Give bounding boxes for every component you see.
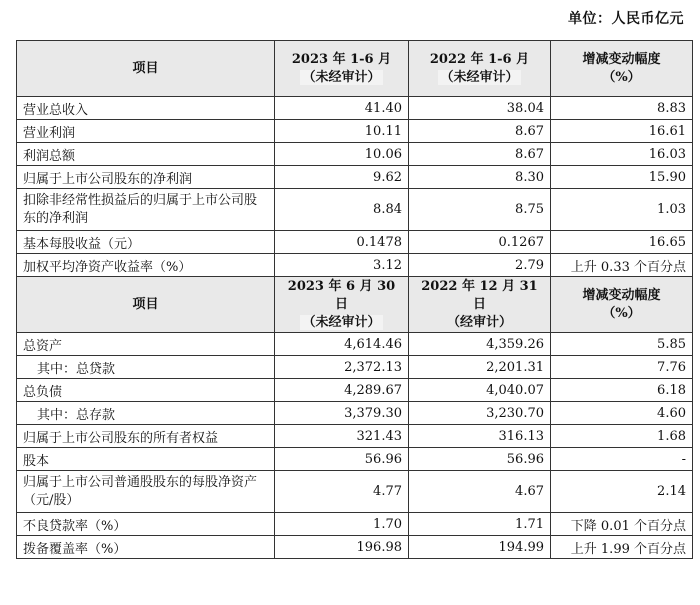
value-2023-06-30: 1.70 [275,513,409,536]
row-label: 不良贷款率（%） [17,513,275,536]
financial-summary-table [16,40,693,559]
value-change: 2.14 [551,471,693,513]
value-2022-12-31: 3,230.70 [409,402,551,425]
header-change: 增减变动幅度 （%） [551,41,693,97]
value-2023-06-30: 3,379.30 [275,402,409,425]
table-row [17,356,693,379]
header-period-2022h1: 2022 年 1-6 月 （未经审计） [409,41,551,97]
row-label: 加权平均净资产收益率（%） [17,254,275,277]
value-change: 16.03 [551,143,693,166]
value-2023-06-30: 4,614.46 [275,333,409,356]
value-2022-12-31: 316.13 [409,425,551,448]
value-2022-12-31: 4.67 [409,471,551,513]
value-2023h1: 41.40 [275,97,409,120]
value-change: 7.76 [551,356,693,379]
value-2022h1: 8.67 [409,120,551,143]
value-2022h1: 0.1267 [409,231,551,254]
value-change: 16.61 [551,120,693,143]
header-period-2023h1: 2023 年 1-6 月 （未经审计） [275,41,409,97]
row-label: 总资产 [17,333,275,356]
value-2022-12-31: 2,201.31 [409,356,551,379]
unit-label: 单位：人民币亿元 [568,11,684,27]
table-row [17,231,693,254]
table-row [17,379,693,402]
table-row [17,143,693,166]
header-item: 项目 [17,41,275,97]
row-label: 股本 [17,448,275,471]
value-2022-12-31: 56.96 [409,448,551,471]
value-2023h1: 3.12 [275,254,409,277]
row-label: 其中：总贷款 [17,356,275,379]
value-change: 16.65 [551,231,693,254]
value-change: 1.03 [551,189,693,231]
value-change: 下降 0.01 个百分点 [551,513,693,536]
value-change: 上升 1.99 个百分点 [551,536,693,559]
value-2022h1: 38.04 [409,97,551,120]
row-label: 归属于上市公司普通股股东的每股净资产（元/股） [17,471,275,513]
value-2022-12-31: 4,359.26 [409,333,551,356]
row-label: 营业总收入 [17,97,275,120]
row-label: 拨备覆盖率（%） [17,536,275,559]
value-2022-12-31: 194.99 [409,536,551,559]
table-row [17,448,693,471]
value-change: - [551,448,693,471]
value-2022h1: 8.30 [409,166,551,189]
value-2023h1: 8.84 [275,189,409,231]
value-change: 1.68 [551,425,693,448]
table-row [17,425,693,448]
row-label: 利润总额 [17,143,275,166]
value-change: 8.83 [551,97,693,120]
value-change: 5.85 [551,333,693,356]
value-2022h1: 2.79 [409,254,551,277]
row-label: 归属于上市公司股东的净利润 [17,166,275,189]
row-label: 营业利润 [17,120,275,143]
row-label: 总负债 [17,379,275,402]
value-2023-06-30: 321.43 [275,425,409,448]
value-2023h1: 0.1478 [275,231,409,254]
value-change: 4.60 [551,402,693,425]
value-2022-12-31: 1.71 [409,513,551,536]
section1-header-row [17,41,693,97]
table-row [17,471,693,513]
header-date-2023-06-30: 2023 年 6 月 30 日 （未经审计） [275,277,409,333]
value-2023-06-30: 2,372.13 [275,356,409,379]
value-2023h1: 10.11 [275,120,409,143]
value-2022h1: 8.67 [409,143,551,166]
section2-header-row [17,277,693,333]
header-date-2022-12-31: 2022 年 12 月 31 日 （经审计） [409,277,551,333]
value-2023-06-30: 56.96 [275,448,409,471]
value-2023h1: 10.06 [275,143,409,166]
row-label: 扣除非经常性损益后的归属于上市公司股东的净利润 [17,189,275,231]
header-item: 项目 [17,277,275,333]
row-label: 基本每股收益（元） [17,231,275,254]
value-change: 6.18 [551,379,693,402]
row-label: 归属于上市公司股东的所有者权益 [17,425,275,448]
value-2022-12-31: 4,040.07 [409,379,551,402]
table-row [17,536,693,559]
table-row [17,333,693,356]
table-row [17,189,693,231]
value-2022h1: 8.75 [409,189,551,231]
value-2023-06-30: 4.77 [275,471,409,513]
value-2023-06-30: 4,289.67 [275,379,409,402]
value-2023-06-30: 196.98 [275,536,409,559]
value-change: 上升 0.33 个百分点 [551,254,693,277]
table-row [17,97,693,120]
header-change: 增减变动幅度 （%） [551,277,693,333]
value-2023h1: 9.62 [275,166,409,189]
value-change: 15.90 [551,166,693,189]
table-row [17,513,693,536]
row-label: 其中：总存款 [17,402,275,425]
table-row [17,254,693,277]
table-row [17,402,693,425]
table-row [17,166,693,189]
table-row [17,120,693,143]
